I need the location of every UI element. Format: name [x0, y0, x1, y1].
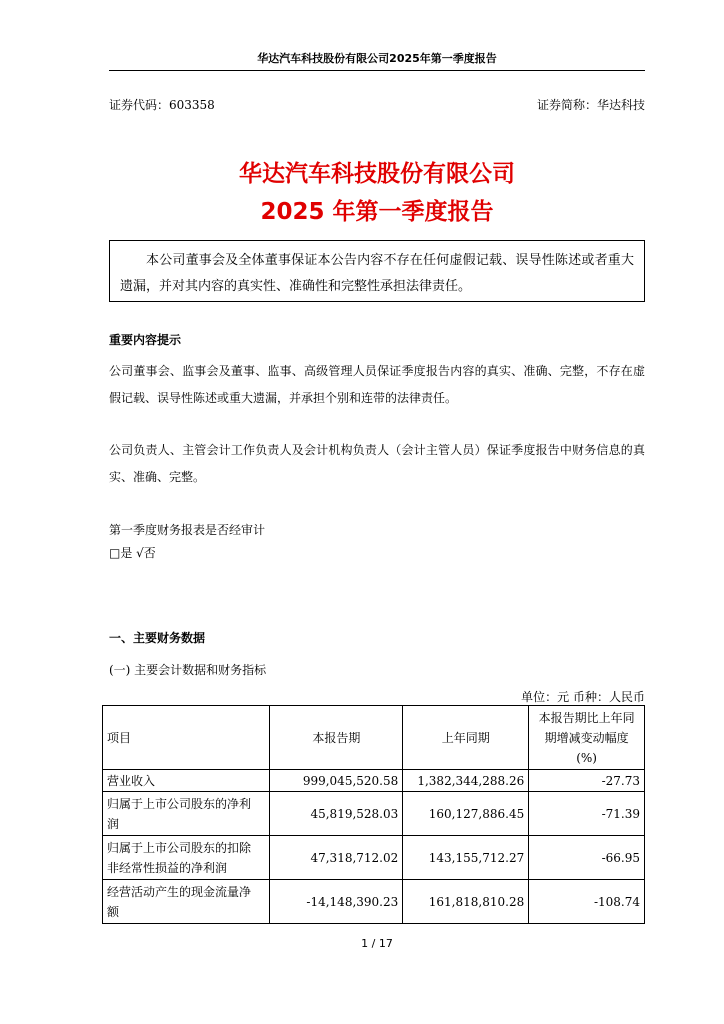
row-item-line2: 额: [107, 904, 120, 919]
row-item-line1: 经营活动产生的现金流量净: [107, 884, 252, 899]
row-item-line2: 润: [107, 816, 120, 831]
audit-question: 第一季度财务报表是否经审计: [109, 523, 266, 537]
row-item: [103, 792, 270, 836]
row-current: -14,148,390.23: [270, 880, 403, 924]
stock-short-name: 证券简称：华达科技: [536, 98, 645, 112]
audit-answer: □是 √否: [109, 546, 156, 560]
table-row: [103, 770, 645, 792]
row-item-line2: 非经常性损益的净利润: [107, 860, 228, 875]
row-item-line1: 归属于上市公司股东的净利: [107, 796, 252, 811]
report-title-period: 2025 年第一季度报告: [260, 199, 494, 225]
financial-table: [102, 705, 645, 924]
important-paragraph-1: 公司董事会、监事会及董事、监事、高级管理人员保证季度报告内容的真实、准确、完整，不存在虚假记载、误导性陈述或重大遗漏，并承担个别和连带的法律责任。: [109, 364, 645, 405]
important-paragraph-2: 公司负责人、主管会计工作负责人及会计机构负责人（会计主管人员）保证季度报告中财务信息的真实、准确、完整。: [109, 443, 645, 484]
row-current: 999,045,520.58: [270, 770, 403, 792]
running-header: 华达汽车科技股份有限公司2025年第一季度报告: [109, 50, 645, 71]
important-heading: 重要内容提示: [109, 333, 182, 347]
row-item-line1: 营业收入: [107, 773, 156, 788]
row-current: 47,318,712.02: [270, 836, 403, 880]
row-change: -108.74: [529, 880, 645, 924]
section-heading: 一、主要财务数据: [109, 631, 206, 645]
row-item: [103, 770, 270, 792]
header-current: 本报告期: [270, 706, 403, 770]
header-change-line1: 本报告期比上年同: [538, 710, 635, 725]
header-item: 项目: [103, 706, 270, 770]
row-prior: 160,127,886.45: [403, 792, 529, 836]
row-item: [103, 880, 270, 924]
header-change-line2: 期增减变动幅度: [544, 730, 629, 745]
row-item: [103, 836, 270, 880]
header-change: [529, 706, 645, 770]
row-change: -71.39: [529, 792, 645, 836]
header-change-line3: (%): [576, 750, 597, 765]
header-prior: 上年同期: [403, 706, 529, 770]
table-row: [103, 792, 645, 836]
row-item-line1: 归属于上市公司股东的扣除: [107, 840, 252, 855]
section-subheading: (一) 主要会计数据和财务指标: [109, 663, 267, 677]
currency-unit: 单位：元 币种：人民币: [521, 690, 645, 704]
row-prior: 161,818,810.28: [403, 880, 529, 924]
stock-code: 证券代码：603358: [109, 98, 215, 112]
table-header-row: [103, 706, 645, 770]
row-current: 45,819,528.03: [270, 792, 403, 836]
stock-info: [109, 96, 645, 113]
row-prior: 1,382,344,288.26: [403, 770, 529, 792]
row-change: -27.73: [529, 770, 645, 792]
report-title-company: 华达汽车科技股份有限公司: [239, 161, 515, 187]
row-prior: 143,155,712.27: [403, 836, 529, 880]
page-number: 1 / 17: [361, 937, 393, 950]
table-row: [103, 836, 645, 880]
row-change: -66.95: [529, 836, 645, 880]
board-notice: 本公司董事会及全体董事保证本公告内容不存在任何虚假记载、误导性陈述或者重大遗漏，并对其内容的真实性、准确性和完整性承担法律责任。: [109, 240, 645, 302]
table-row: [103, 880, 645, 924]
